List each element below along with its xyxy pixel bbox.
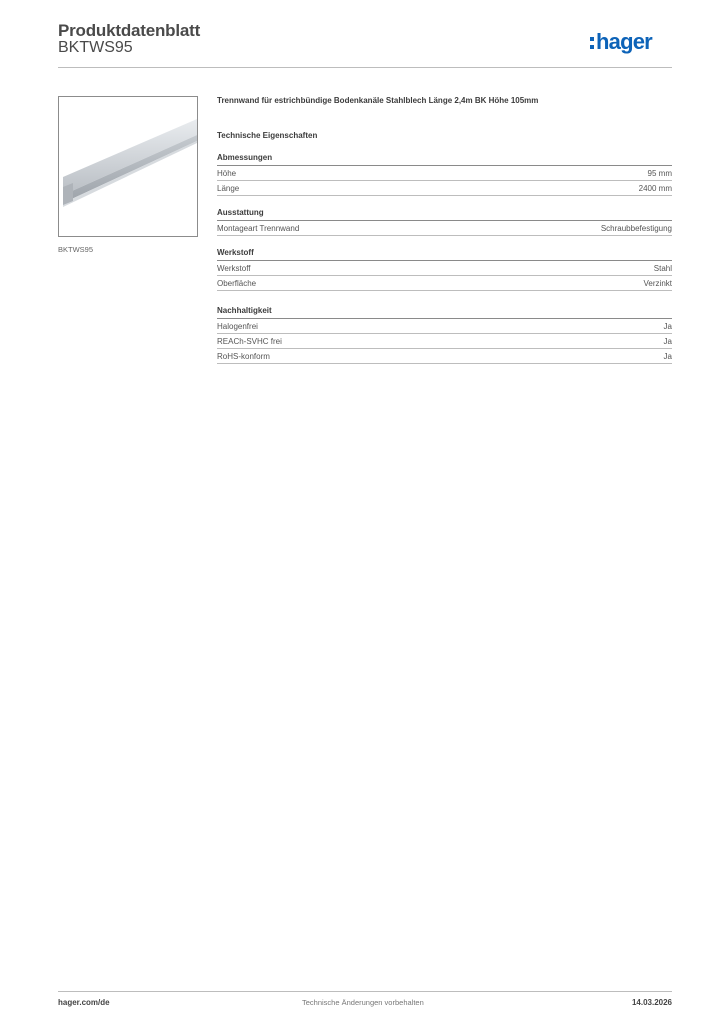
steel-partition-profile-image bbox=[59, 97, 197, 236]
property-label: Höhe bbox=[217, 169, 237, 178]
footer-disclaimer: Technische Änderungen vorbehalten bbox=[302, 998, 424, 1007]
property-row bbox=[217, 166, 672, 181]
property-row bbox=[217, 334, 672, 349]
section-equipment bbox=[217, 207, 672, 236]
property-label: Länge bbox=[217, 184, 240, 193]
property-label: Montageart Trennwand bbox=[217, 224, 300, 233]
section-title: Werkstoff bbox=[217, 247, 672, 261]
product-image-frame bbox=[58, 96, 198, 237]
property-value: Ja bbox=[663, 352, 672, 361]
property-value: 95 mm bbox=[647, 169, 672, 178]
property-label: Halogenfrei bbox=[217, 322, 258, 331]
section-title: Ausstattung bbox=[217, 207, 672, 221]
section-sustainability bbox=[217, 305, 672, 364]
section-title: Abmessungen bbox=[217, 152, 672, 166]
property-label: REACh-SVHC frei bbox=[217, 337, 282, 346]
section-material bbox=[217, 247, 672, 291]
property-label: Oberfläche bbox=[217, 279, 257, 288]
hager-logo bbox=[590, 27, 672, 57]
header-divider bbox=[58, 67, 672, 68]
tech-properties-heading: Technische Eigenschaften bbox=[217, 131, 318, 140]
property-value: Verzinkt bbox=[643, 279, 672, 288]
property-value: Ja bbox=[663, 322, 672, 331]
footer-divider bbox=[58, 991, 672, 992]
logo-text: hager bbox=[596, 29, 652, 54]
section-dimensions bbox=[217, 152, 672, 196]
section-title: Nachhaltigkeit bbox=[217, 305, 672, 319]
property-value: Ja bbox=[663, 337, 672, 346]
image-caption: BKTWS95 bbox=[58, 245, 94, 254]
property-row bbox=[217, 349, 672, 364]
property-label: Werkstoff bbox=[217, 264, 251, 273]
page-title: Produktdatenblatt bbox=[58, 21, 201, 40]
product-content bbox=[217, 95, 672, 364]
property-value: 2400 mm bbox=[638, 184, 672, 193]
footer-website-link[interactable]: hager.com/de bbox=[58, 998, 110, 1007]
article-number: BKTWS95 bbox=[58, 39, 133, 56]
property-label: RoHS-konform bbox=[217, 352, 270, 361]
property-row bbox=[217, 276, 672, 291]
property-value: Schraubbefestigung bbox=[600, 224, 672, 233]
product-description: Trennwand für estrichbündige Bodenkanäle Stahlblech Länge 2,4m BK Höhe 105mm bbox=[217, 96, 539, 105]
footer-date: 14.03.2026 bbox=[631, 998, 672, 1007]
property-row bbox=[217, 319, 672, 334]
property-row bbox=[217, 261, 672, 276]
property-row bbox=[217, 221, 672, 236]
property-value: Stahl bbox=[653, 264, 672, 273]
property-row bbox=[217, 181, 672, 196]
